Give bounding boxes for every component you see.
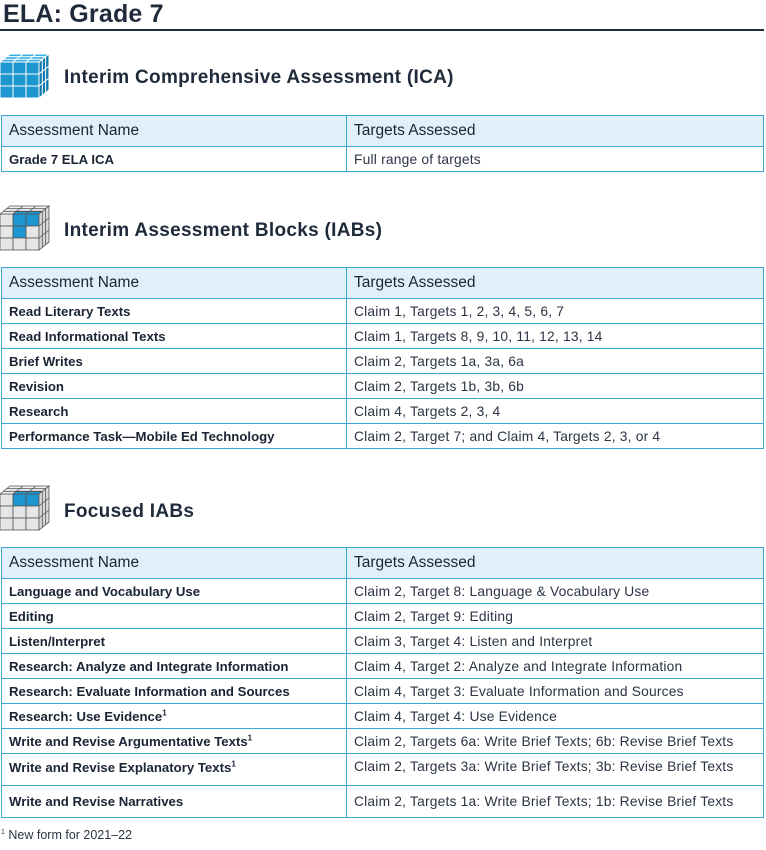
assessment-name-text: Write and Revise Argumentative Texts (9, 733, 248, 749)
partial-cube-icon (0, 204, 52, 252)
assessment-name: Research: Evaluate Information and Sources (2, 679, 347, 704)
column-header-targets: Targets Assessed (347, 548, 764, 579)
targets-assessed: Claim 2, Targets 1a: Write Brief Texts; 1b: Revise Brief Texts (347, 786, 764, 818)
assessment-name (2, 754, 347, 786)
table-row (2, 654, 764, 679)
targets-assessed: Claim 2, Targets 6a: Write Brief Texts; 6b: Revise Brief Texts (347, 729, 764, 754)
assessment-name: Editing (2, 604, 347, 629)
table-row (2, 424, 764, 449)
targets-assessed: Claim 1, Targets 1, 2, 3, 4, 5, 6, 7 (347, 299, 764, 324)
table-row (2, 786, 764, 818)
column-header-name: Assessment Name (2, 268, 347, 299)
table-row (2, 604, 764, 629)
footnote-mark: 1 (231, 759, 236, 769)
full-cube-icon (0, 52, 52, 100)
targets-assessed: Claim 2, Target 7; and Claim 4, Targets 2, 3, or 4 (347, 424, 764, 449)
title-divider (0, 29, 764, 31)
targets-assessed: Claim 4, Target 3: Evaluate Information and Sources (347, 679, 764, 704)
assessment-name: Grade 7 ELA ICA (2, 147, 347, 172)
ica-table (1, 115, 764, 172)
table-row (2, 374, 764, 399)
table-row (2, 147, 764, 172)
small-cube-icon (0, 484, 52, 532)
targets-assessed: Claim 2, Target 9: Editing (347, 604, 764, 629)
focused-iab-table (1, 547, 764, 818)
iab-table (1, 267, 764, 449)
table-row (2, 299, 764, 324)
table-row (2, 399, 764, 424)
targets-assessed: Full range of targets (347, 147, 764, 172)
assessment-name: Research (2, 399, 347, 424)
targets-assessed: Claim 2, Target 8: Language & Vocabulary Use (347, 579, 764, 604)
assessment-name: Research: Analyze and Integrate Information (2, 654, 347, 679)
targets-assessed: Claim 2, Targets 1a, 3a, 6a (347, 349, 764, 374)
table-row (2, 349, 764, 374)
footnote-mark: 1 (1, 828, 5, 836)
targets-assessed: Claim 4, Target 2: Analyze and Integrate Information (347, 654, 764, 679)
table-row (2, 629, 764, 654)
assessment-name-text: Research: Use Evidence (9, 708, 163, 724)
iab-title: Interim Assessment Blocks (IABs) (64, 220, 383, 241)
focused-iab-title: Focused IABs (64, 501, 195, 522)
footnote-mark: 1 (162, 708, 167, 718)
table-header-row (2, 116, 764, 147)
assessment-name-text: Write and Revise Explanatory Texts (9, 760, 232, 775)
table-row (2, 754, 764, 786)
assessment-name: Write and Revise Narratives (2, 786, 347, 818)
table-row (2, 679, 764, 704)
assessment-name: Read Informational Texts (2, 324, 347, 349)
table-row (2, 729, 764, 754)
column-header-name: Assessment Name (2, 116, 347, 147)
targets-assessed: Claim 4, Target 4: Use Evidence (347, 704, 764, 729)
targets-assessed: Claim 2, Targets 3a: Write Brief Texts; 3b: Revise Brief Texts (347, 754, 764, 786)
table-header-row (2, 548, 764, 579)
targets-assessed: Claim 2, Targets 1b, 3b, 6b (347, 374, 764, 399)
ica-section (0, 52, 764, 172)
table-row (2, 324, 764, 349)
assessment-name: Performance Task—Mobile Ed Technology (2, 424, 347, 449)
table-row (2, 579, 764, 604)
assessment-name: Listen/Interpret (2, 629, 347, 654)
footnote-text: New form for 2021–22 (8, 828, 133, 842)
targets-assessed: Claim 3, Target 4: Listen and Interpret (347, 629, 764, 654)
footnote-mark: 1 (247, 733, 253, 743)
assessment-name: Language and Vocabulary Use (2, 579, 347, 604)
focused-iab-section (0, 484, 764, 818)
table-row (2, 704, 764, 729)
footnote (1, 828, 132, 842)
assessment-name: Read Literary Texts (2, 299, 347, 324)
targets-assessed: Claim 4, Targets 2, 3, 4 (347, 399, 764, 424)
column-header-targets: Targets Assessed (347, 116, 764, 147)
assessment-name: Brief Writes (2, 349, 347, 374)
targets-assessed: Claim 1, Targets 8, 9, 10, 11, 12, 13, 14 (347, 324, 764, 349)
assessment-name (2, 704, 347, 729)
ica-title: Interim Comprehensive Assessment (ICA) (64, 67, 454, 88)
iab-section (0, 204, 764, 449)
assessment-name: Revision (2, 374, 347, 399)
assessment-name (2, 729, 347, 754)
column-header-name: Assessment Name (2, 548, 347, 579)
page-title: ELA: Grade 7 (3, 0, 164, 28)
table-header-row (2, 268, 764, 299)
column-header-targets: Targets Assessed (347, 268, 764, 299)
